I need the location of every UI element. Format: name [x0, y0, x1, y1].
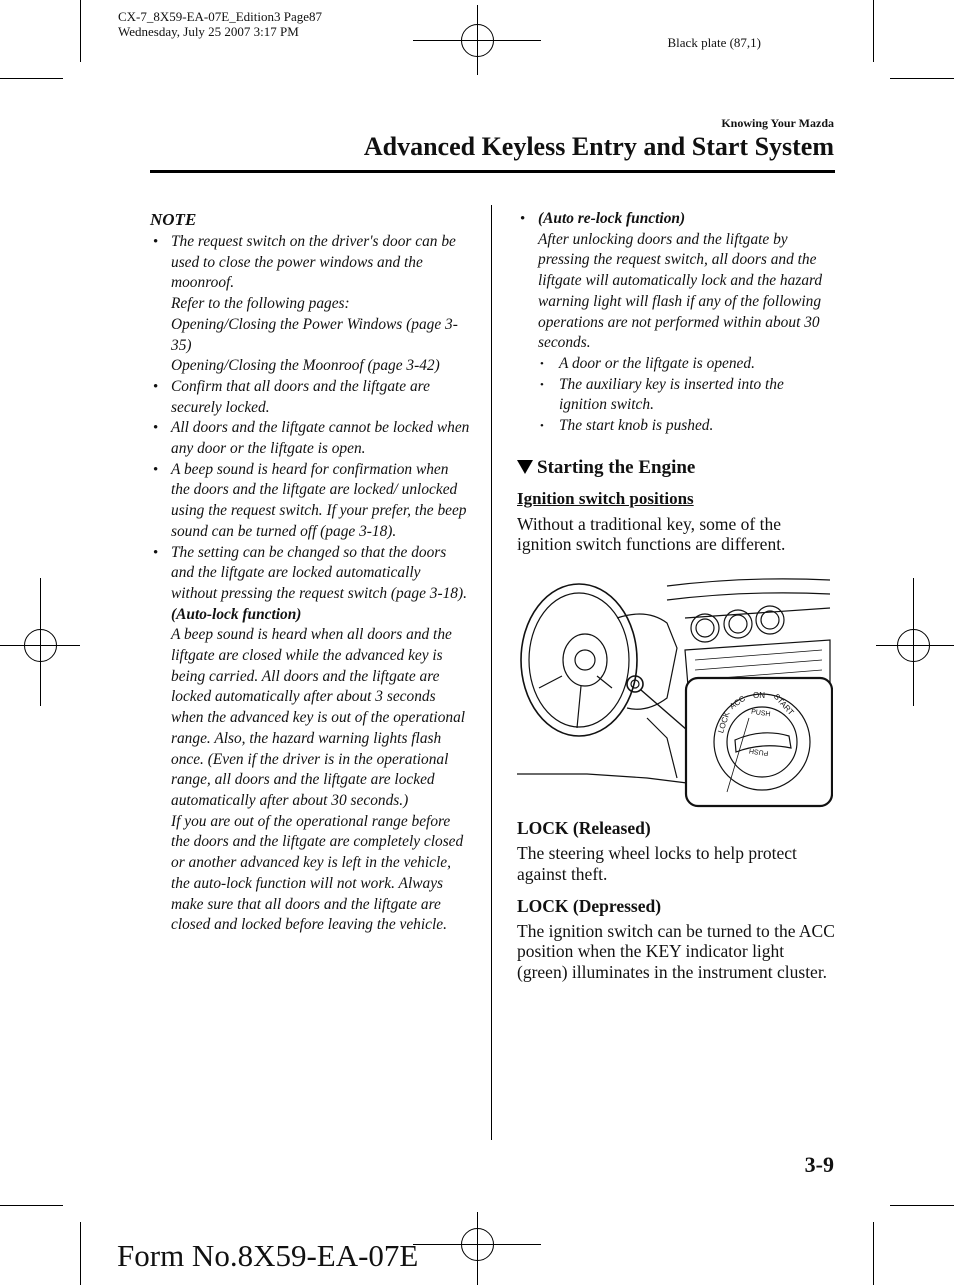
lock-depressed-text: The ignition switch can be turned to the ACC position when the KEY indicator light (green) illuminates in the instrument cluster.	[517, 920, 835, 982]
lock-released-text: The steering wheel locks to help protect against theft.	[517, 843, 797, 884]
note-text: If you are out of the operational range before the doors and the liftgate are completely closed or another advanced key is left in the vehicle, the auto-lock function will not work. Always make sure that all doors and the liftgate are closed and locked before leaving the vehicle.	[171, 812, 464, 934]
note-item	[150, 232, 470, 377]
note-item	[150, 377, 470, 418]
lock-position-label: LOCK	[716, 710, 732, 735]
print-file-line-1: CX-7_8X59-EA-07E_Edition3 Page87	[118, 9, 323, 24]
note-text: Refer to the following pages:	[171, 295, 350, 313]
start-position-label: START	[771, 692, 796, 717]
note-text: • A beep sound is heard for confirmation when the doors and the liftgate are locked/ unlocked using the request switch. If your prefer, the beep sound can be turned off (page 3-18).	[171, 460, 467, 540]
relock-heading: • (Auto re-lock function)	[538, 210, 686, 227]
ignition-switch-illustration	[517, 578, 833, 810]
plate-info: Black plate (87,1)	[667, 35, 761, 50]
page-header	[364, 116, 834, 163]
note-list	[150, 232, 470, 936]
note-text: A beep sound is heard when all doors and the liftgate are closed while the advanced key is being carried. All doors and the liftgate are locked automatically after about 3 seconds when the advanced key is out of the operational range. Also, the hazard warning lights flash once. (Even if the driver is in the operational range, all doors and the liftgate are locked automatically after about 30 seconds.)	[171, 626, 466, 809]
starting-engine-title: Starting the Engine	[537, 456, 696, 478]
starting-engine-heading	[517, 456, 835, 480]
lock-released-heading: LOCK (Released)	[517, 818, 651, 839]
print-file-line-2: Wednesday, July 25 2007 3:17 PM	[118, 24, 299, 39]
relock-text: After unlocking doors and the liftgate by pressing the request switch, all doors and the liftgate will automatically lock and the hazard warning light will flash if any of the following operations are not performed within about 30 seconds.	[538, 230, 823, 352]
note-reference: Opening/Closing the Power Windows (page 3-35)	[171, 315, 458, 354]
relock-sub-list	[538, 354, 835, 437]
note-text: • Confirm that all doors and the liftgate are securely locked.	[171, 377, 430, 416]
dashboard-drawing	[517, 578, 833, 810]
page-number: 3-9	[804, 1152, 834, 1177]
ignition-positions-heading: Ignition switch positions	[517, 488, 694, 508]
lock-depressed-heading: LOCK (Depressed)	[517, 895, 662, 916]
print-file-info	[118, 9, 322, 39]
note-text: • The setting can be changed so that the doors and the liftgate are locked automatically without pressing the request switch (page 3-18).	[171, 543, 467, 602]
relock-sub-item: • The start knob is pushed.	[538, 416, 835, 437]
form-number: Form No.8X59-EA-07E	[117, 1238, 419, 1273]
header-rule	[150, 170, 835, 173]
relock-item	[517, 209, 835, 437]
push-label-top: PUSH	[750, 708, 771, 719]
note-item	[150, 418, 470, 459]
section-name: Knowing Your Mazda	[721, 116, 834, 130]
note-reference: Opening/Closing the Moonroof (page 3-42)	[171, 357, 440, 375]
auto-lock-heading: (Auto-lock function)	[171, 605, 302, 623]
note-text: • All doors and the liftgate cannot be locked when any door or the liftgate is open.	[171, 419, 470, 458]
column-divider	[491, 205, 492, 1140]
note-column	[150, 209, 470, 936]
page-title: Advanced Keyless Entry and Start System	[363, 132, 834, 161]
push-label-bottom: PUSH	[748, 746, 769, 757]
triangle-marker-icon	[517, 460, 533, 474]
note-item	[150, 543, 470, 936]
on-position-label: ON	[753, 691, 765, 700]
relock-list	[517, 209, 835, 437]
acc-position-label: ACC	[727, 693, 747, 712]
note-heading: NOTE	[150, 210, 197, 229]
relock-sub-item: • A door or the liftgate is opened.	[538, 354, 835, 375]
ignition-intro-text: Without a traditional key, some of the ignition switch functions are different.	[517, 513, 786, 555]
note-text: • The request switch on the driver's door can be used to close the power windows and the moonroof.	[171, 233, 456, 292]
note-item	[150, 460, 470, 543]
relock-sub-item: • The auxiliary key is inserted into the ignition switch.	[538, 375, 835, 416]
